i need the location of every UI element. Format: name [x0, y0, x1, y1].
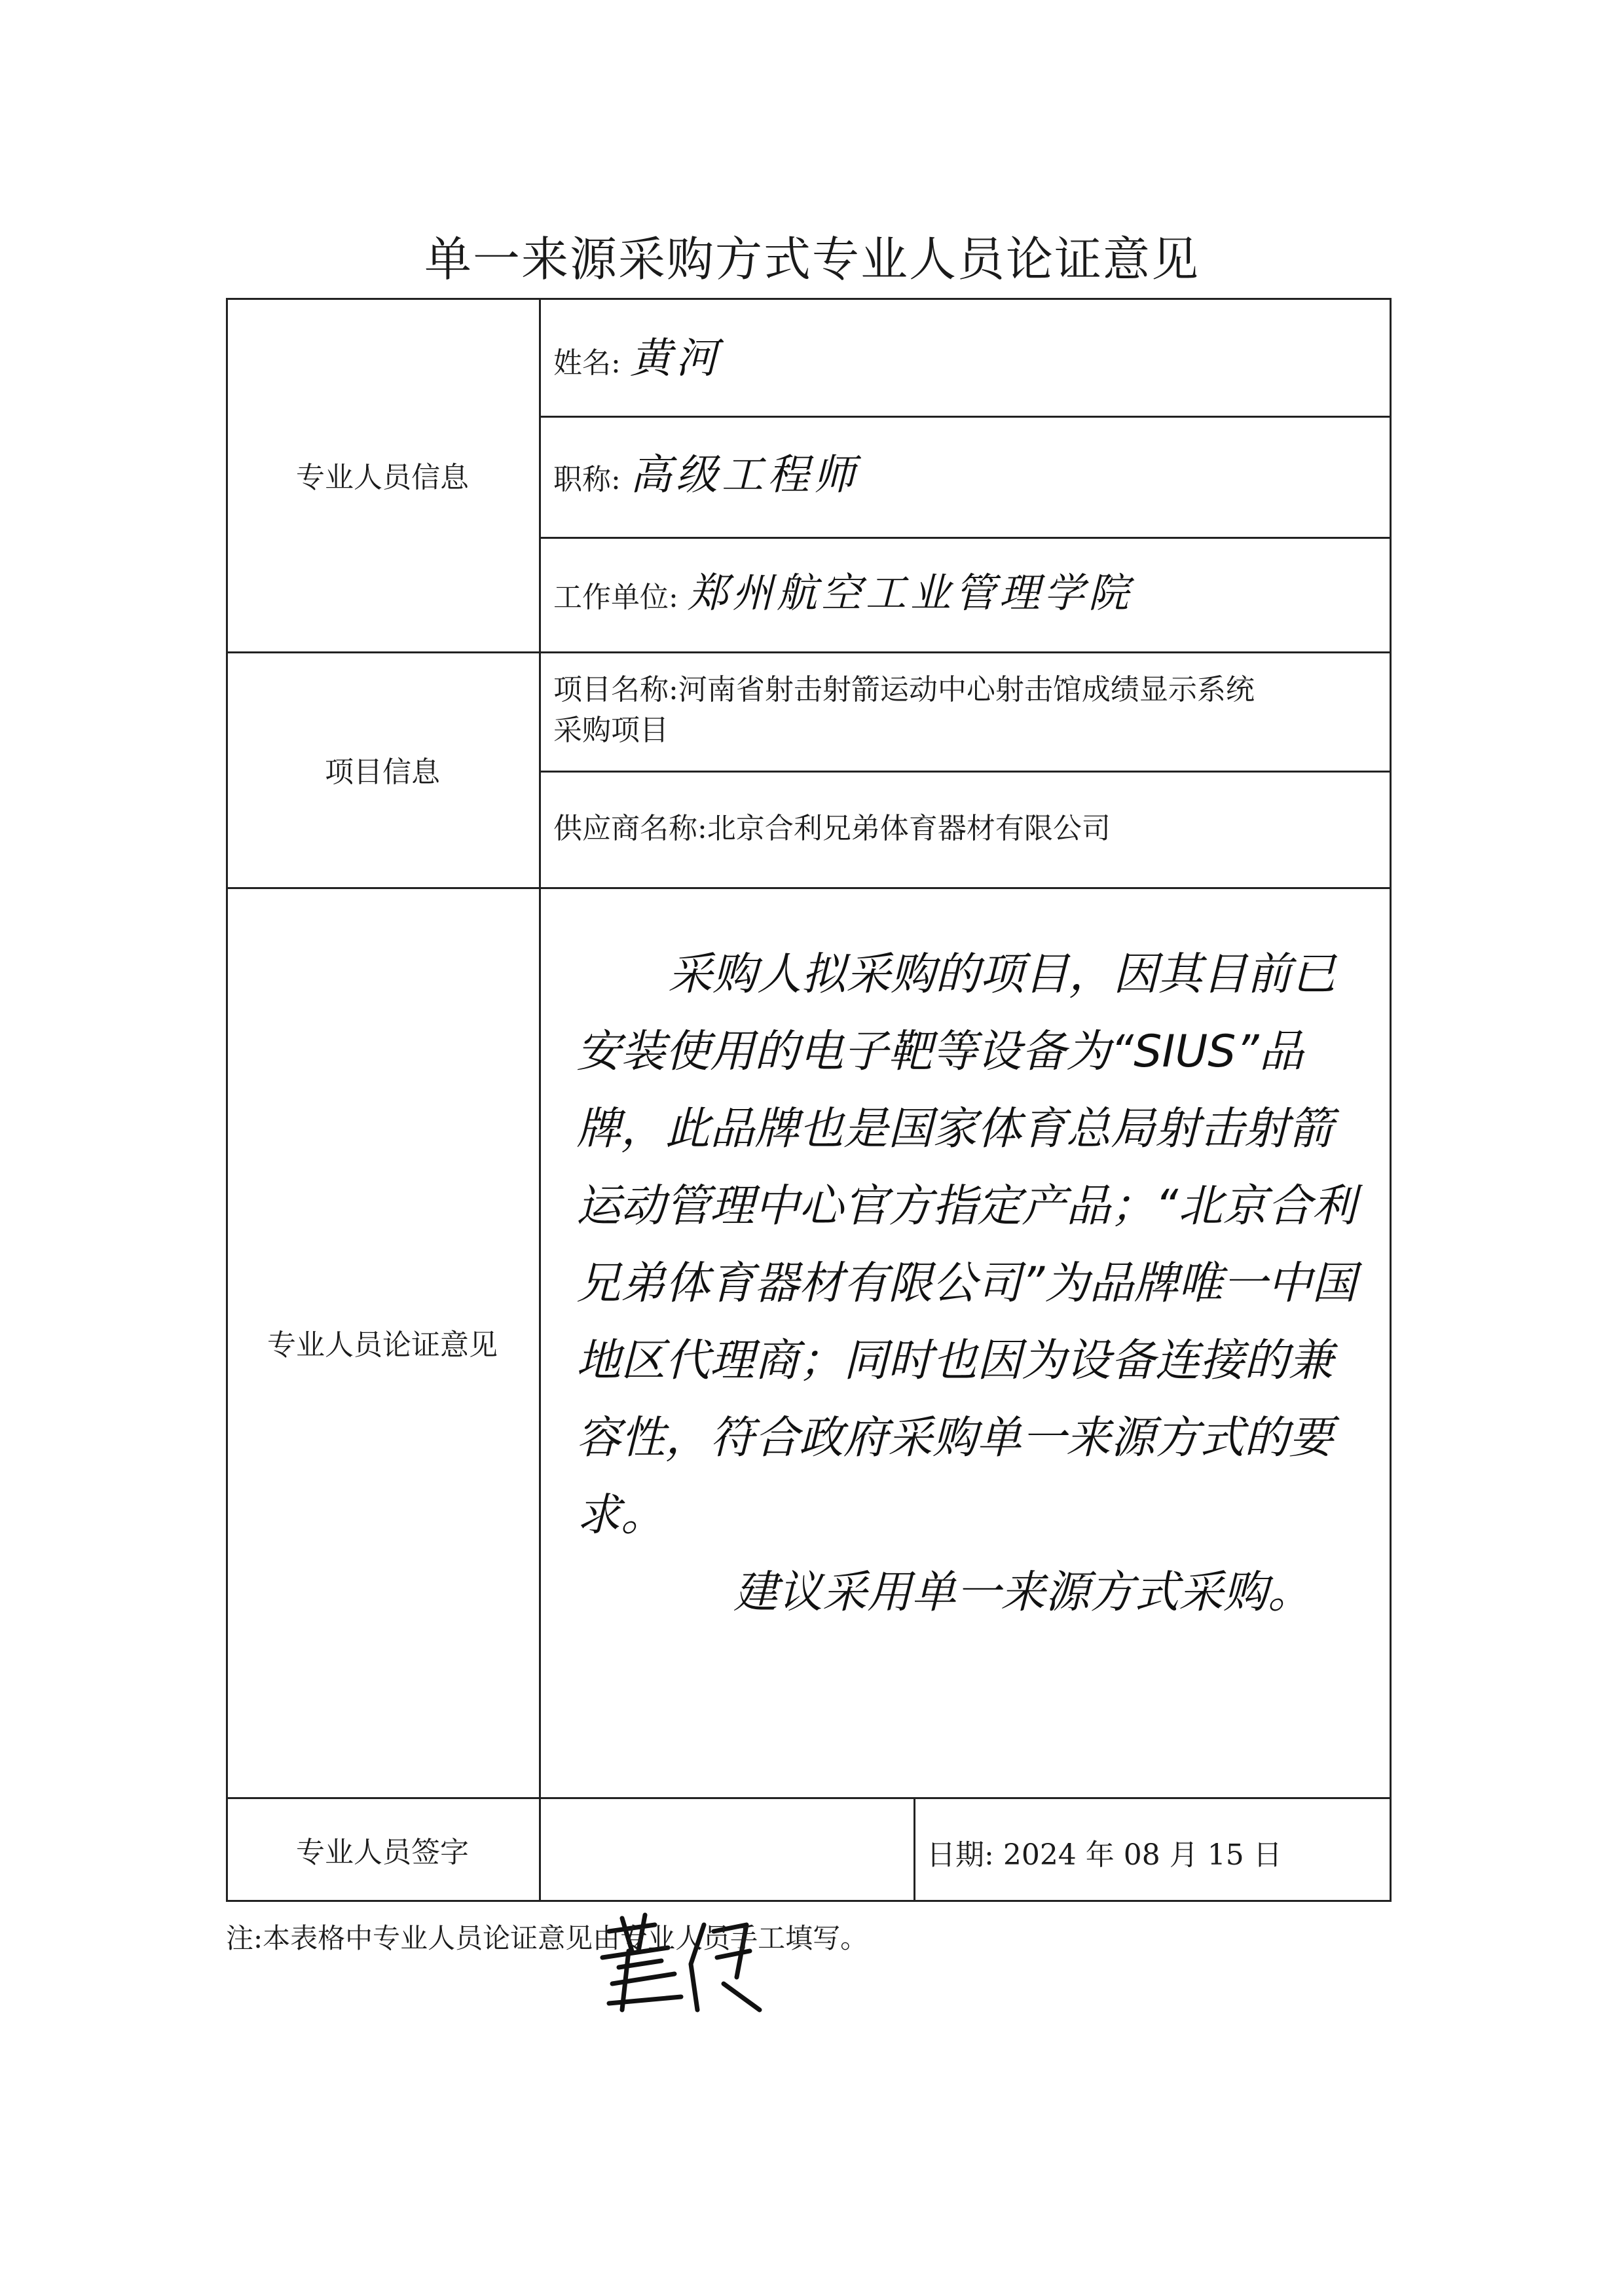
opinion-body: 采购人拟采购的项目，因其目前已安装使用的电子靶等设备为“SIUS”品牌，此品牌也是国家体育总局射击射箭运动管理中心官方指定产品；“北京合利兄弟体育器材有限公司”为品牌唯一中国地区代理商；同时也因为设备连接的兼容性，符合政府采购单一来源方式的要求。: [576, 949, 1357, 1541]
supplier-label: 供应商名称:: [553, 812, 707, 845]
employer-value: 郑州航空工业管理学院: [687, 569, 1133, 617]
opinion-form: [226, 298, 1392, 1902]
name-value: 黄河: [629, 335, 722, 383]
date-column-divider: [913, 1797, 915, 1902]
opinion-label: 专业人员论证意见: [267, 1328, 498, 1362]
title-label: 职称:: [553, 463, 621, 496]
expert-info-label: 专业人员信息: [296, 461, 469, 494]
supplier-value: 北京合利兄弟体育器材有限公司: [707, 812, 1111, 845]
project-name-row: [553, 670, 1255, 751]
project-name-value-line1: 河南省射击射箭运动中心射击馆成绩显示系统: [678, 673, 1255, 706]
date-value: 2024 年 08 月 15 日: [1003, 1838, 1282, 1872]
row-divider-name: [539, 416, 1392, 418]
title-value: 高级工程师: [629, 451, 859, 500]
project-info-label: 项目信息: [325, 756, 440, 789]
opinion-conclusion: 建议采用单一来源方式采购。: [733, 1567, 1313, 1618]
employer-row: [553, 569, 1133, 618]
opinion-text: [576, 936, 1369, 1631]
date-label: 日期:: [927, 1838, 994, 1872]
document-title: 单一来源采购方式专业人员论证意见: [424, 232, 1200, 287]
project-name-value-line2: 采购项目: [553, 714, 669, 747]
row-divider-project: [539, 771, 1392, 773]
footnote: 注:本表格中专业人员论证意见由专业人员手工填写。: [226, 1922, 868, 1954]
signature-label: 专业人员签字: [296, 1836, 469, 1869]
row-divider-title: [539, 537, 1392, 539]
supplier-row: [553, 809, 1111, 849]
name-label: 姓名:: [553, 346, 621, 380]
title-row: [553, 451, 859, 500]
project-name-label: 项目名称:: [553, 673, 678, 706]
date-field: [927, 1831, 1282, 1873]
name-row: [553, 335, 722, 384]
employer-label: 工作单位:: [553, 581, 678, 614]
